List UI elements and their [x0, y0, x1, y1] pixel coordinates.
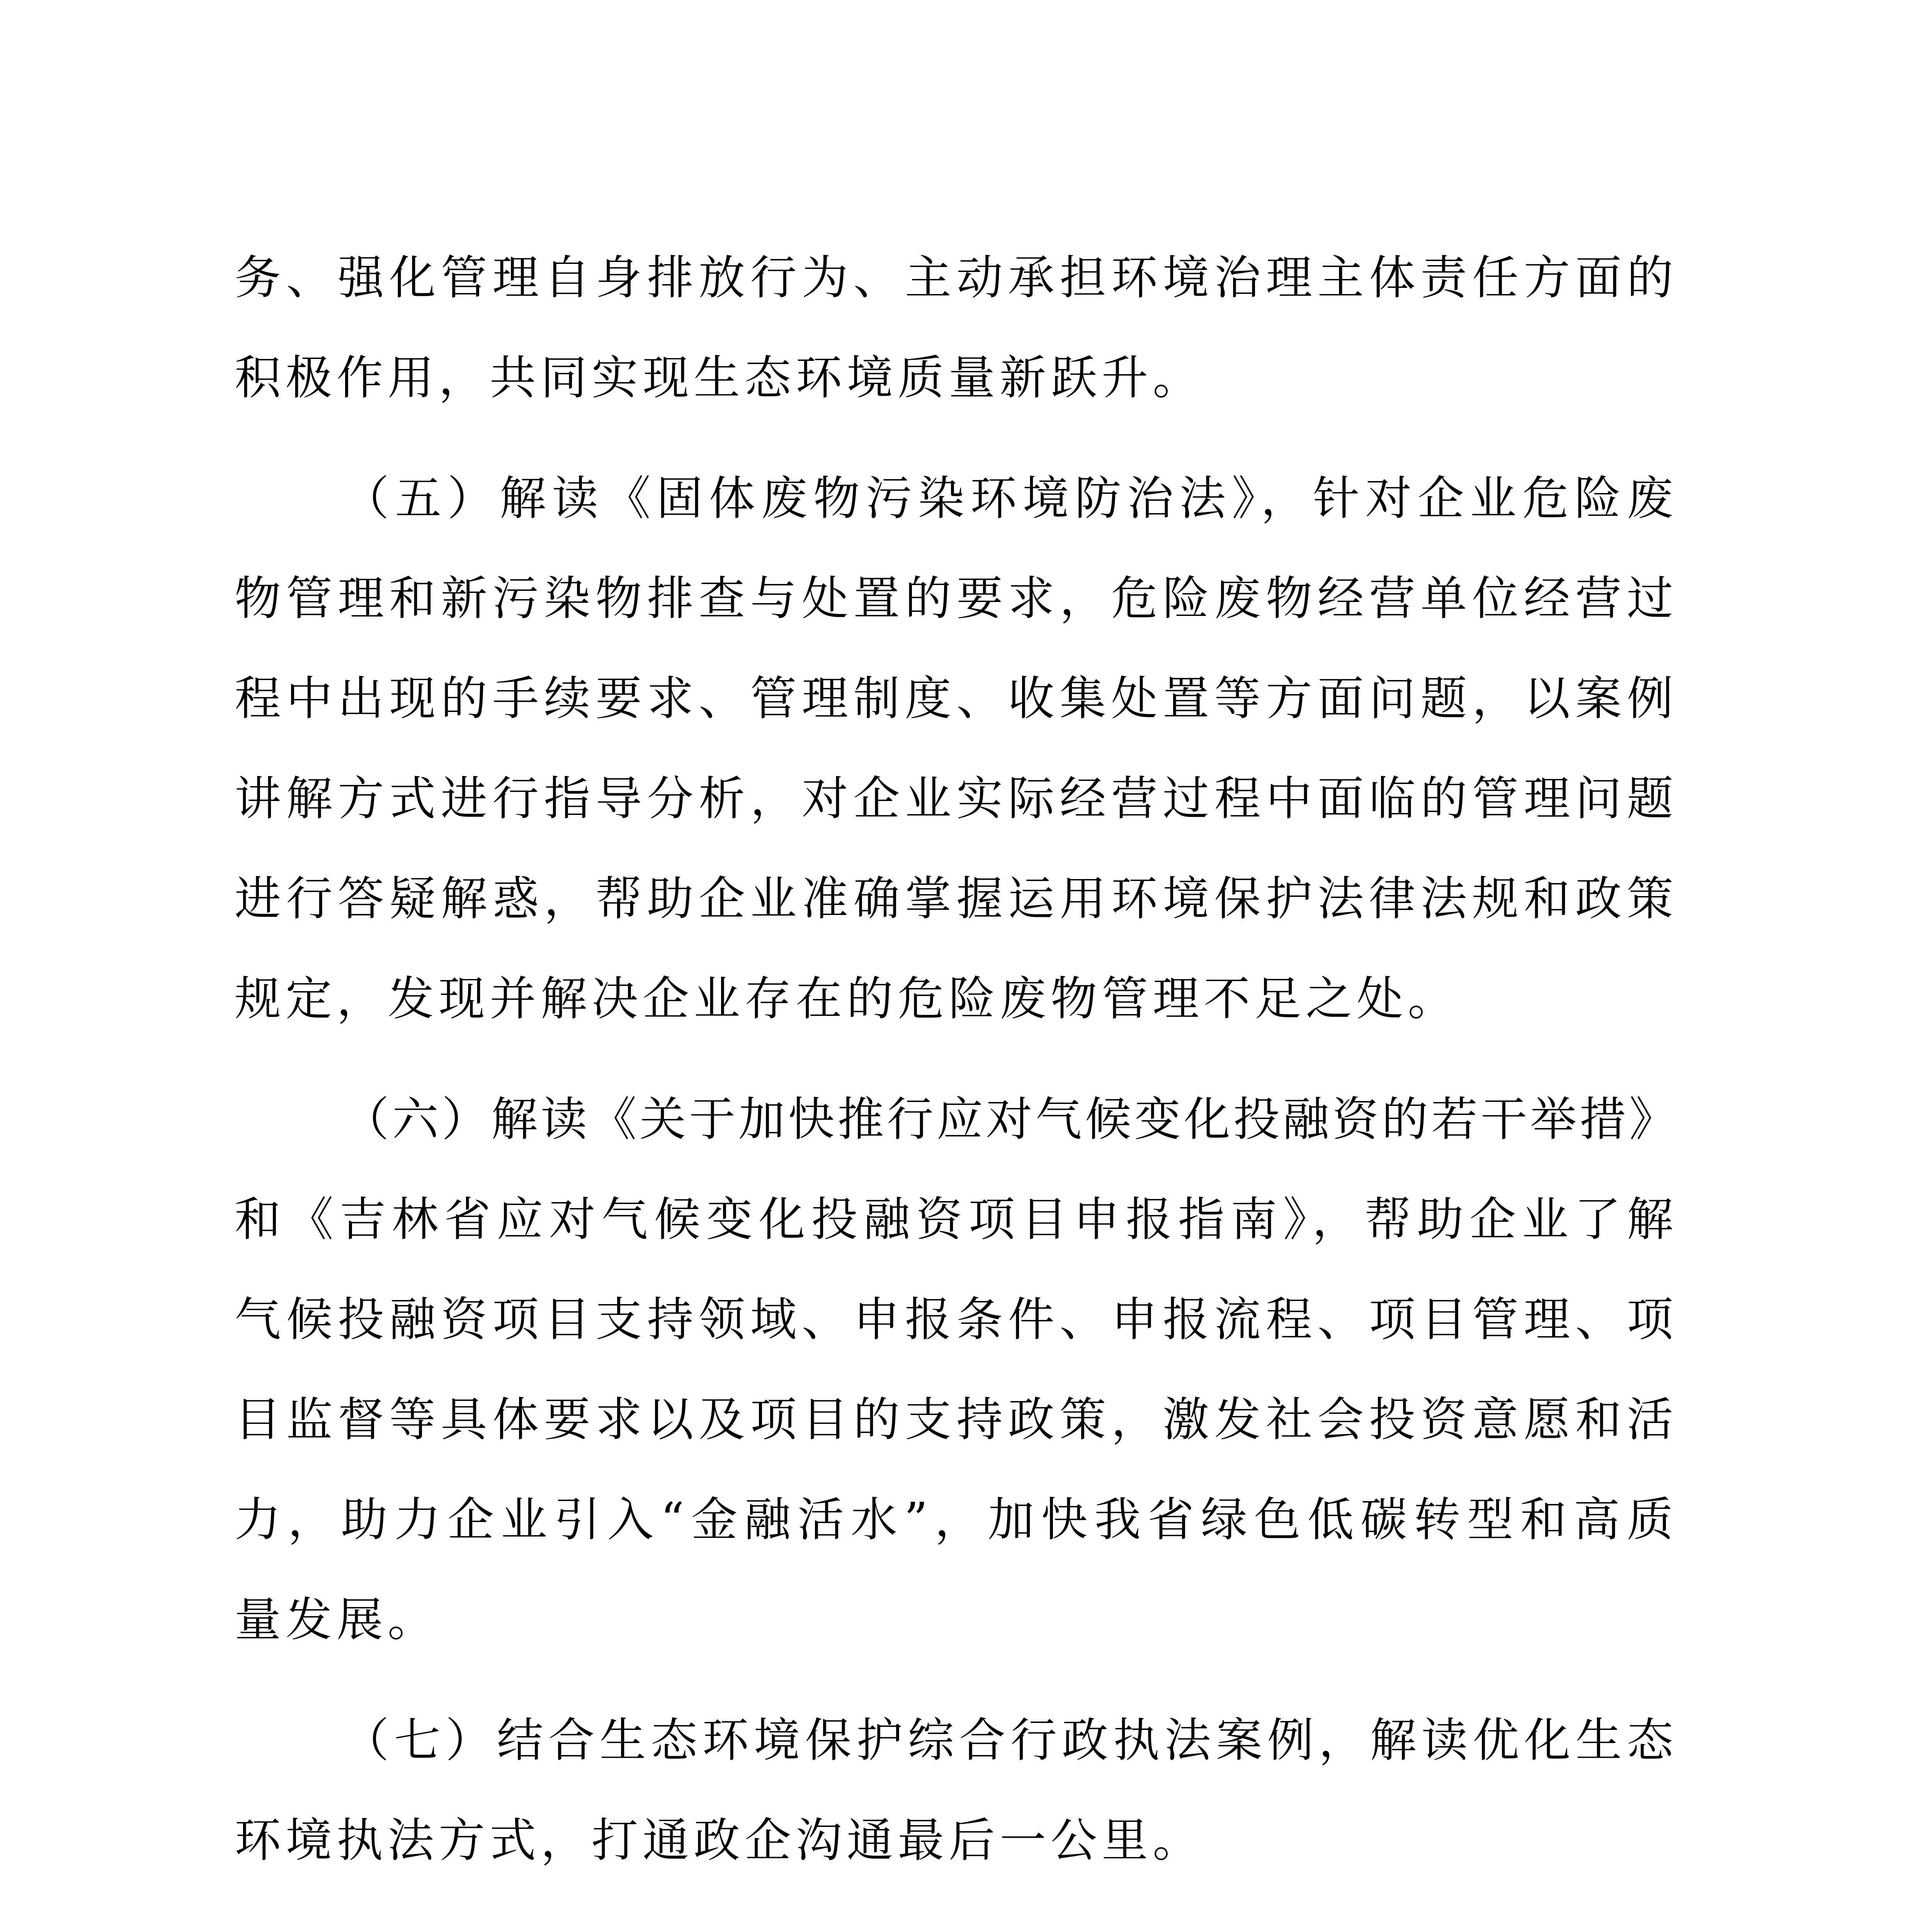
- text-line: 务、强化管理自身排放行为、主动承担环境治理主体责任方面的: [235, 251, 1677, 305]
- text-line: 目监督等具体要求以及项目的支持政策，激发社会投资意愿和活: [235, 1393, 1677, 1447]
- text-line: 讲解方式进行指导分析，对企业实际经营过程中面临的管理问题: [235, 772, 1677, 826]
- text-line: （六）解读《关于加快推行应对气候变化投融资的若干举措》: [343, 1093, 1677, 1146]
- paragraph-item-5: [235, 449, 1677, 1049]
- text-line: 量发展。: [235, 1593, 439, 1647]
- text-line: 和《吉林省应对气候变化投融资项目申报指南》，帮助企业了解: [235, 1193, 1677, 1247]
- text-line: 进行答疑解惑，帮助企业准确掌握运用环境保护法律法规和政策: [235, 872, 1677, 926]
- paragraph-item-6: [235, 1070, 1677, 1670]
- text-line: 力，助力企业引入“金融活水”，加快我省绿色低碳转型和高质: [235, 1493, 1677, 1547]
- text-line: 环境执法方式，打通政企沟通最后一公里。: [235, 1814, 1204, 1867]
- text-line: 程中出现的手续要求、管理制度、收集处置等方面问题，以案例: [235, 672, 1677, 726]
- paragraph-item-7: [235, 1690, 1677, 1891]
- text-line: [235, 1911, 1677, 1932]
- text-line: （七）结合生态环境保护综合行政执法案例，解读优化生态: [343, 1714, 1677, 1767]
- text-line: 气候投融资项目支持领域、申报条件、申报流程、项目管理、项: [235, 1293, 1677, 1347]
- text-line: 规定，发现并解决企业存在的危险废物管理不足之处。: [235, 972, 1459, 1026]
- text-line: （五）解读《固体废物污染环境防治法》，针对企业危险废: [343, 472, 1677, 526]
- document-body: [235, 228, 1677, 1932]
- paragraph-item-8: [235, 1911, 1677, 1932]
- text-line: 积极作用，共同实现生态环境质量新跃升。: [235, 351, 1204, 405]
- text-line: 物管理和新污染物排查与处置的要求，危险废物经营单位经营过: [235, 572, 1677, 626]
- paragraph-continuation: [235, 228, 1677, 428]
